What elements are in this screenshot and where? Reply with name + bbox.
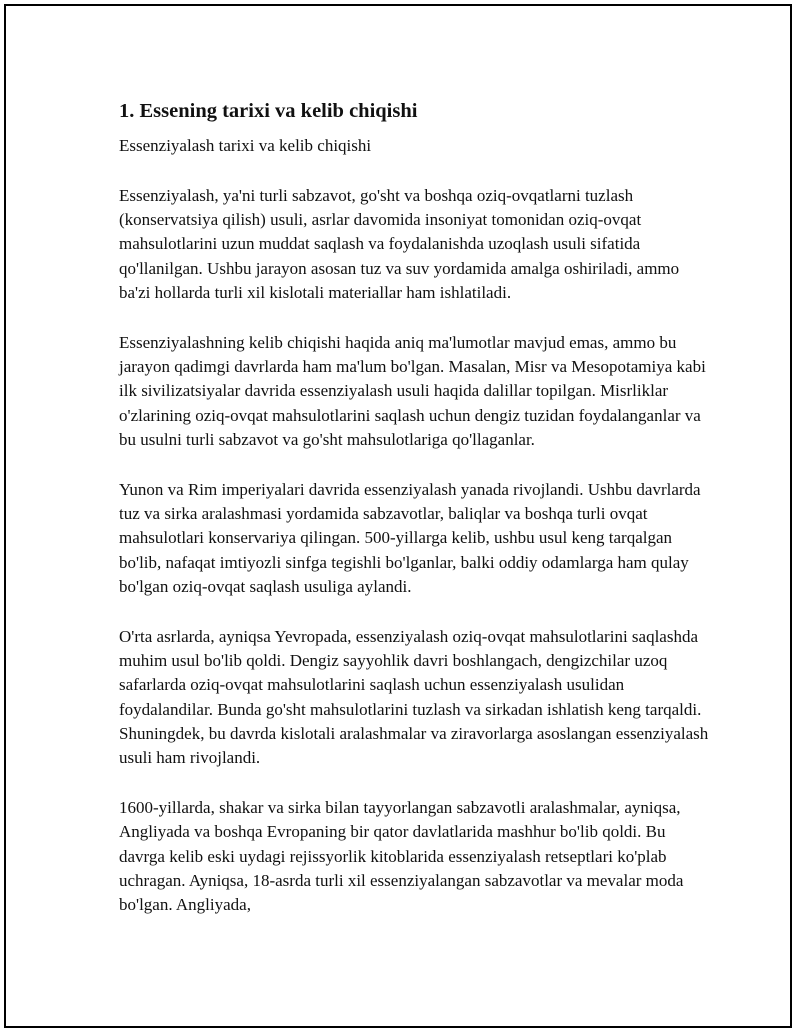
paragraph-1: Essenziyalash, ya'ni turli sabzavot, go'sht va boshqa oziq-ovqatlarni tuzlash (konservatsiya qilish) usuli, asrlar davomida insoniyat tomonidan oziq-ovqat mahsulotlarini uzun muddat saqlash va foydalanishda uzoqlash usuli sifatida qo'llanilgan. Ushbu jarayon asosan tuz va suv yordamida amalga oshiriladi, ammo ba'zi hollarda turli xil kislotali materiallar ham ishlatiladi. bbox=[119, 186, 680, 302]
document-body bbox=[119, 98, 709, 917]
paragraph-4: O'rta asrlarda, ayniqsa Yevropada, essenziyalash oziq-ovqat mahsulotlarini saqlashda muhim usul bo'lib qoldi. Dengiz sayyohlik davri boshlangach, dengizchilar uzoq safarlarda oziq-ovqat mahsulotlarini saqlash uchun essenziyalash usulidan foydalandilar. Bunda go'sht mahsulotlarini tuzlash va sirkadan ishlatish keng tarqaldi. Shuningdek, bu davrda kislotali aralashmalar va ziravorlarga asoslangan essenziyalash usuli ham rivojlandi. bbox=[119, 627, 709, 768]
paragraph-5: 1600-yillarda, shakar va sirka bilan tayyorlangan sabzavotli aralashmalar, ayniqsa, Angliyada va boshqa Evropaning bir qator davlatlarida mashhur bo'lib qoldi. Bu davrga kelib eski uydagi rejissyorlik kitoblarida essenziyalash retseptlari ko'plab uchragan. Ayniqsa, 18-asrda turli xil essenziyalangan sabzavotlar va mevalar moda bo'lgan. Angliyada, bbox=[119, 798, 684, 915]
paragraph-2: Essenziyalashning kelib chiqishi haqida aniq ma'lumotlar mavjud emas, ammo bu jarayon qadimgi davrlarda ham ma'lum bo'lgan. Masalan, Misr va Mesopotamiya kabi ilk sivilizatsiyalar davrida essenziyalash usuli haqida dalillar topilgan. Misrliklar o'zlarining oziq-ovqat mahsulotlarini saqlash uchun dengiz tuzidan foydalanganlar va bu usulni turli sabzavot va go'sht mahsulotlariga qo'llaganlar. bbox=[119, 333, 706, 449]
page-frame bbox=[4, 4, 792, 1028]
document-subtitle: Essenziyalash tarixi va kelib chiqishi bbox=[119, 136, 372, 155]
paragraph-3: Yunon va Rim imperiyalari davrida essenziyalash yanada rivojlandi. Ushbu davrlarda tuz va sirka aralashmasi yordamida sabzavotlar, baliqlar va boshqa turli ovqat mahsulotlari konservariya qilingan. 500-yillarga kelib, ushbu usul keng tarqalgan bo'lib, nafaqat imtiyozli sinfga tegishli bo'lganlar, balki oddiy odamlarga ham qulay bo'lgan oziq-ovqat saqlash usuliga aylandi. bbox=[119, 480, 701, 596]
document-title: 1. Essening tarixi va kelib chiqishi bbox=[119, 100, 418, 122]
